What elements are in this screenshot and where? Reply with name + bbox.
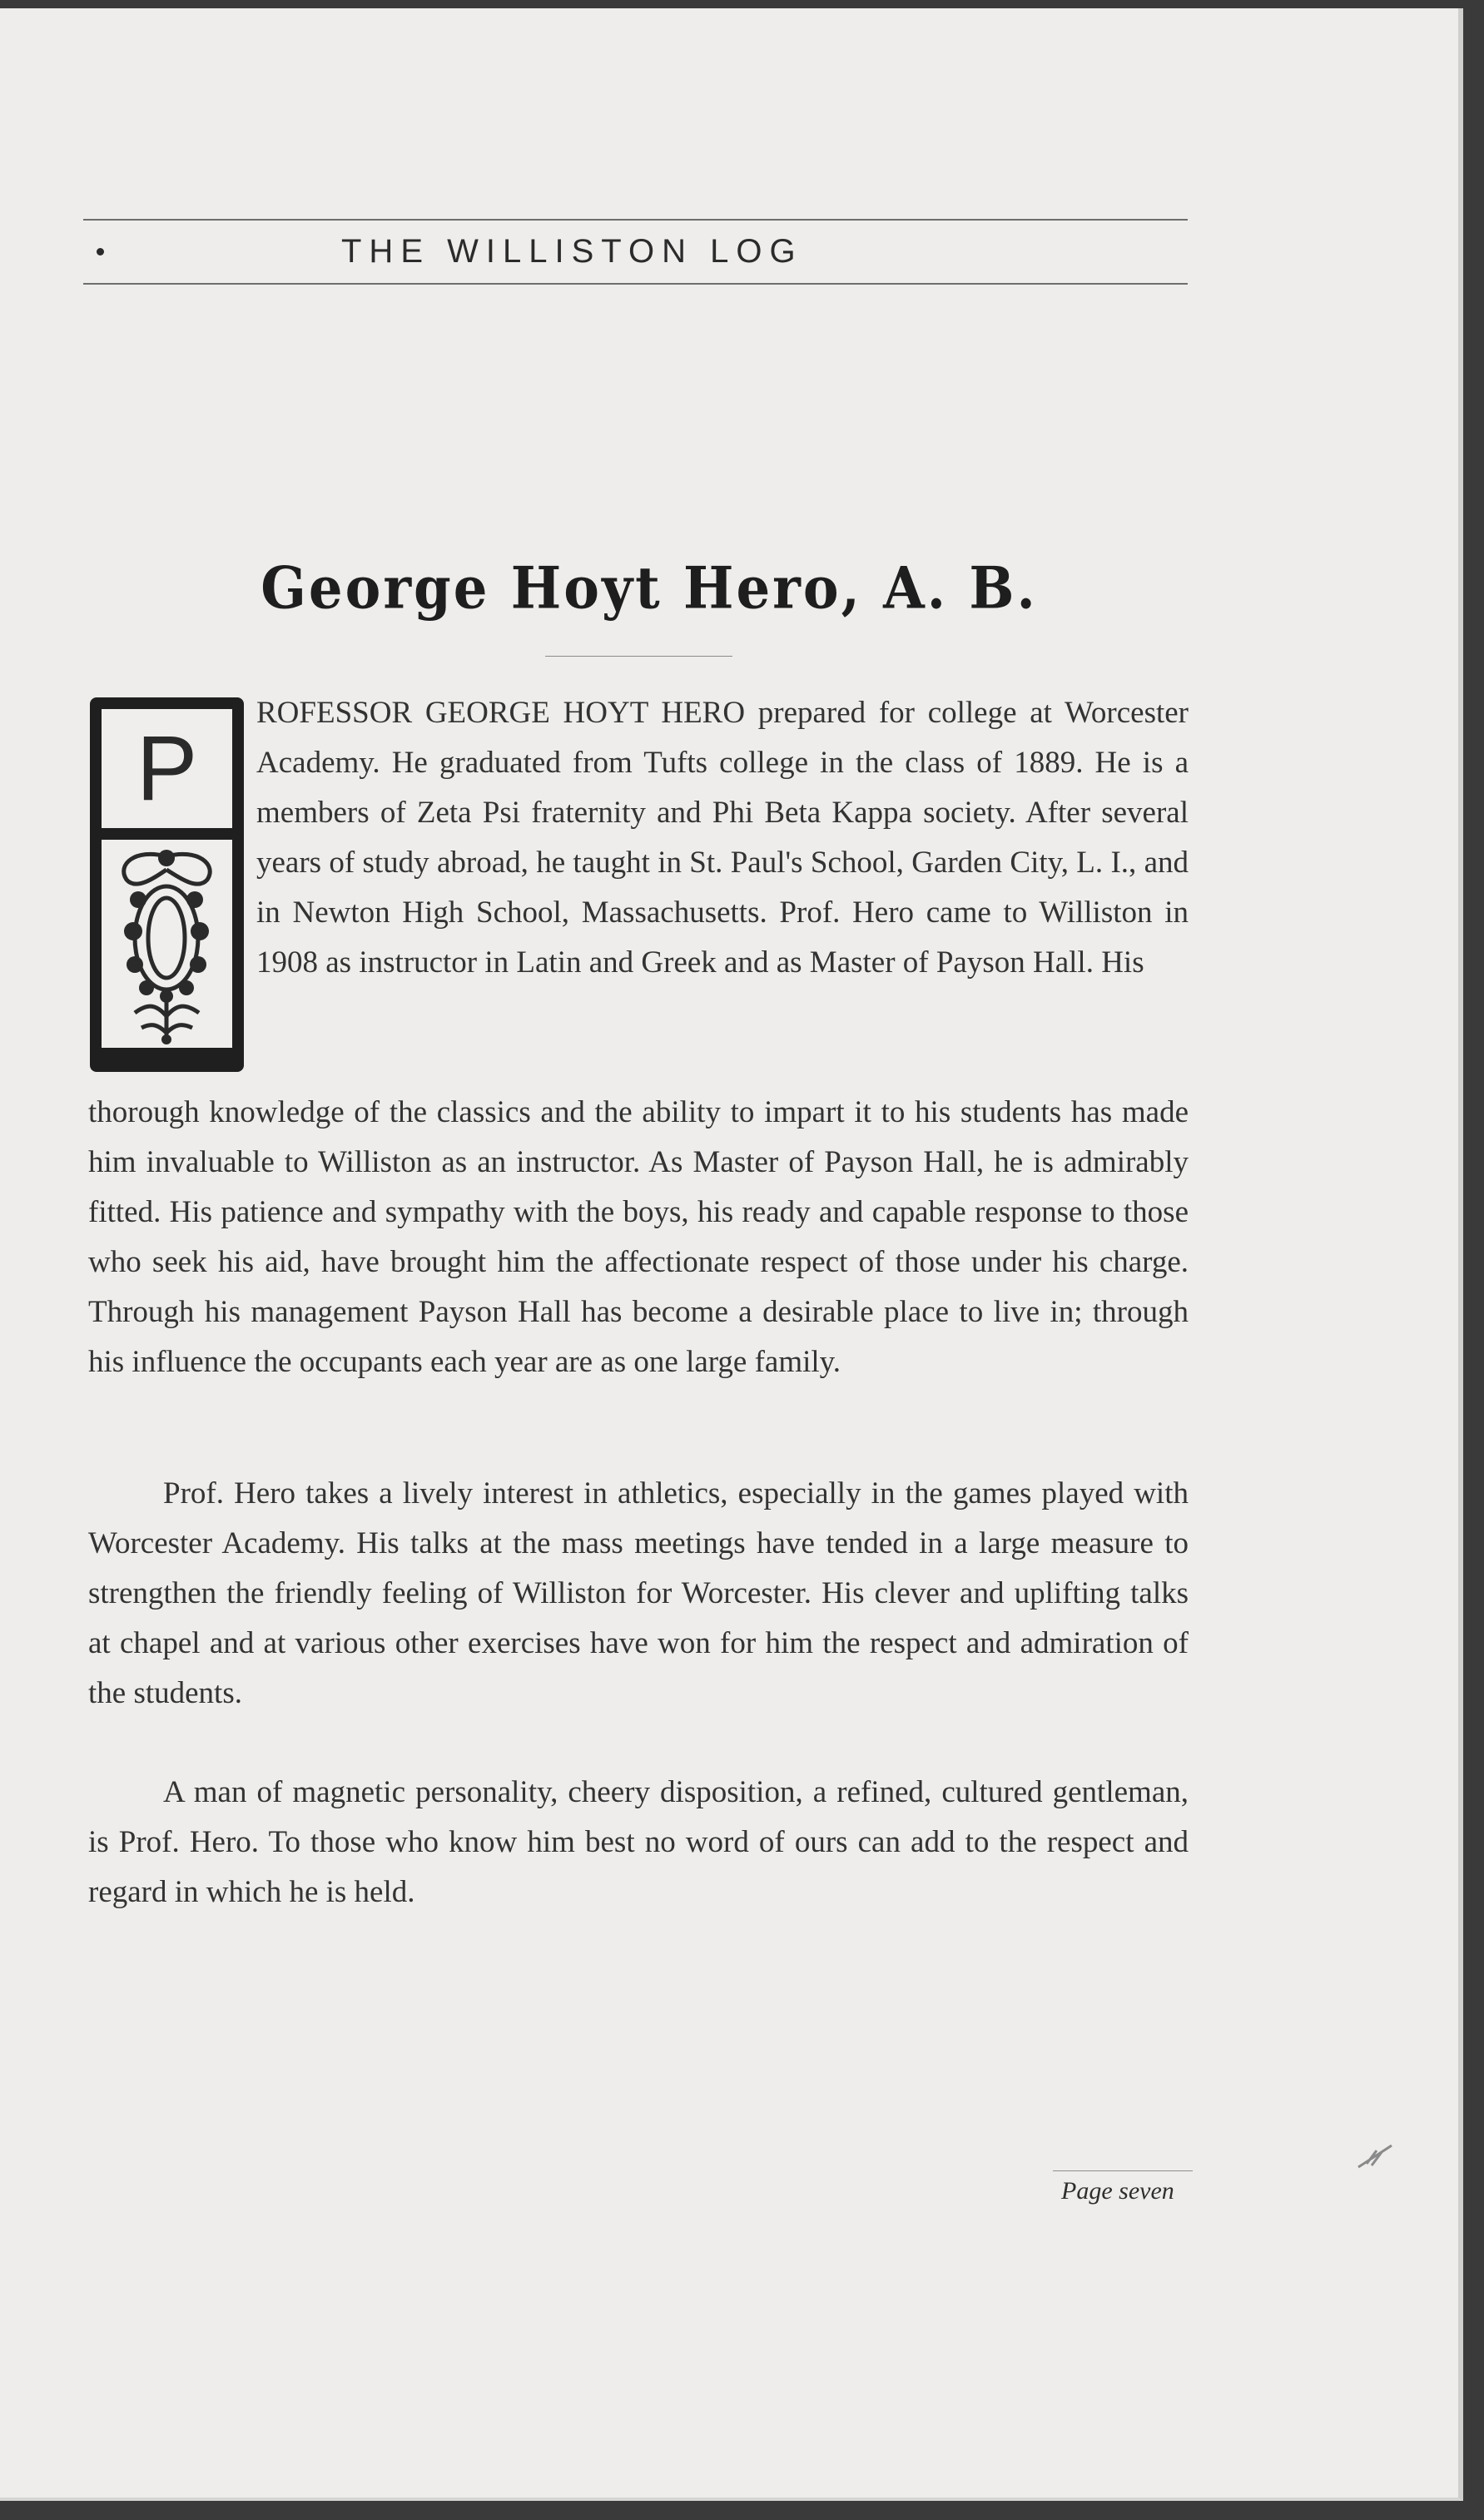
footer-rule bbox=[1053, 2170, 1193, 2171]
paragraph-1-continued: thorough knowledge of the classics and the ability to impart it to his students has made him invaluable to Williston as an instructor. As Master of Payson Hall, he is admirably fitted. His patience and sympathy with the boys, his ready and capable response to those who seek his aid, have brought him the affectionate respect of those under his charge. Through his management Payson Hall has become a desirable place to live in; through his influence the occupants each year are as one large family. bbox=[88, 1095, 1189, 1379]
paragraph-1-beside-drop-cap: ROFESSOR GEORGE HOYT HERO prepared for college at Worcester Academy. He graduated from Tufts college in the class of 1889. He is a members of Zeta Psi fraternity and Phi Beta Kappa society. After several years of study abroad, he taught in St. Paul's School, Garden City, L. I., and in Newton High School, Massachusetts. Prof. Hero came to Williston in 1908 as instructor in Latin and Greek and as Master of Payson Hall. His bbox=[256, 696, 1189, 980]
page-number: Page seven bbox=[1061, 2177, 1174, 2205]
floral-ornament-icon bbox=[102, 840, 232, 1048]
header-rule-top bbox=[83, 219, 1188, 221]
document-page bbox=[0, 8, 1463, 2501]
paragraph-3: A man of magnetic personality, cheery disposition, a refined, cultured gentleman, is Prof. Hero. To those who know him best no word of ours can add to the respect and regard in which he is held. bbox=[88, 1775, 1189, 1909]
drop-cap-letter-box bbox=[102, 709, 232, 828]
header-dot bbox=[97, 248, 104, 255]
title-rule bbox=[545, 656, 732, 657]
pencil-mark-icon bbox=[1355, 2139, 1397, 2172]
paragraph-2: Prof. Hero takes a lively interest in athletics, especially in the games played with Worcester Academy. His talks at the mass meetings have tended in a large measure to strengthen the friendly feeling of Williston for Worcester. His clever and uplifting talks at chapel and at various other exercises have won for him the respect and admiration of the students. bbox=[88, 1476, 1189, 1710]
article-title: George Hoyt Hero, A. B. bbox=[261, 555, 1038, 623]
drop-cap-letter: P bbox=[136, 717, 198, 820]
header-rule-bottom bbox=[83, 283, 1188, 285]
drop-cap-block bbox=[90, 697, 244, 1072]
running-head: THE WILLISTON LOG bbox=[341, 233, 803, 270]
